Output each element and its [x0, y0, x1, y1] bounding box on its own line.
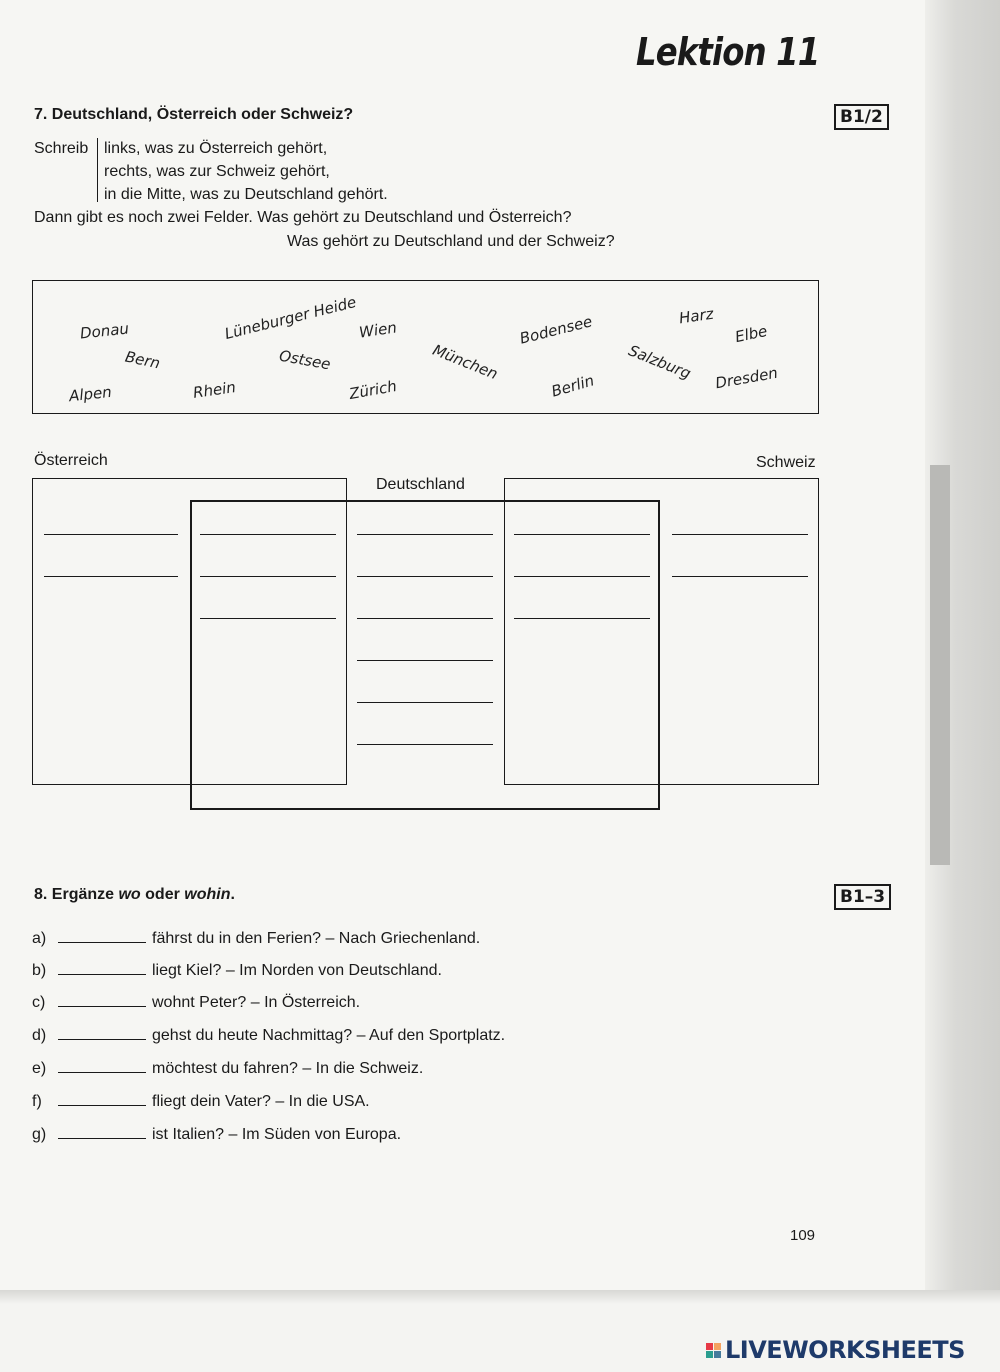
exercise-7-title: 7. Deutschland, Österreich oder Schweiz? — [34, 106, 354, 123]
word-donau[interactable]: Donau — [79, 319, 130, 343]
answer-line-germany-5[interactable] — [357, 702, 493, 703]
exercise-8-title-wohin: wohin — [184, 886, 231, 903]
item-text: ist Italien? – Im Süden von Europa. — [152, 1126, 402, 1143]
item-text: fliegt dein Vater? – In die USA. — [152, 1093, 370, 1110]
label-austria: Österreich — [34, 452, 108, 469]
instruction-line-1: links, was zu Österreich gehört, — [104, 140, 328, 157]
exercise-8-title-prefix: 8. Ergänze — [34, 886, 119, 903]
word-rhein[interactable]: Rhein — [191, 378, 237, 402]
word-harz[interactable]: Harz — [677, 304, 715, 328]
answer-line-germany-2[interactable] — [357, 576, 493, 577]
liveworksheets-logo[interactable] — [706, 1336, 965, 1364]
answer-line-germany-4[interactable] — [357, 660, 493, 661]
answer-line-austria-1[interactable] — [44, 534, 178, 535]
logo-square-teal — [706, 1351, 713, 1358]
answer-line-de-ch-1[interactable] — [514, 534, 650, 535]
exercise-7-badge: B1/2 — [834, 104, 889, 130]
answer-blank[interactable] — [58, 962, 146, 975]
item-text: gehst du heute Nachmittag? – Auf den Sportplatz. — [152, 1027, 506, 1044]
answer-line-austria-2[interactable] — [44, 576, 178, 577]
answer-line-de-at-1[interactable] — [200, 534, 336, 535]
answer-blank[interactable] — [58, 930, 146, 943]
answer-blank[interactable] — [58, 1093, 146, 1106]
answer-line-de-at-2[interactable] — [200, 576, 336, 577]
word-bodensee[interactable]: Bodensee — [517, 312, 595, 348]
exercise-8-title-wo: wo — [118, 886, 141, 903]
answer-line-germany-6[interactable] — [357, 744, 493, 745]
answer-line-de-ch-3[interactable] — [514, 618, 650, 619]
item-text: möchtest du fahren? – In die Schweiz. — [152, 1060, 424, 1077]
exercise-8-title — [34, 886, 235, 904]
word-lueneburger-heide[interactable]: Lüneburger Heide — [222, 292, 359, 344]
answer-line-switzerland-2[interactable] — [672, 576, 808, 577]
exercise-8-item-e — [32, 1060, 423, 1078]
label-germany: Deutschland — [376, 476, 465, 493]
logo-square-orange — [714, 1343, 721, 1350]
word-bern[interactable]: Bern — [123, 347, 162, 373]
liveworksheets-brand: LIVEWORKSHEETS — [725, 1336, 965, 1364]
item-label: e) — [32, 1060, 47, 1077]
answer-line-germany-3[interactable] — [357, 618, 493, 619]
page-bottom-shadow — [0, 1290, 1000, 1304]
word-ostsee[interactable]: Ostsee — [277, 346, 332, 374]
item-label: d) — [32, 1027, 47, 1044]
word-bank — [32, 280, 819, 414]
answer-blank[interactable] — [58, 1027, 146, 1040]
instruction-line-3: in die Mitte, was zu Deutschland gehört. — [104, 186, 388, 203]
exercise-8-badge: B1–3 — [834, 884, 891, 910]
box-germany — [190, 500, 660, 810]
exercise-8-item-g — [32, 1126, 401, 1144]
word-salzburg[interactable]: Salzburg — [626, 341, 694, 383]
item-label: g) — [32, 1126, 47, 1143]
logo-square-red — [706, 1343, 713, 1350]
word-elbe[interactable]: Elbe — [733, 321, 769, 347]
exercise-8-item-b — [32, 962, 442, 980]
item-label: b) — [32, 962, 47, 979]
answer-blank[interactable] — [58, 1126, 146, 1139]
item-text: wohnt Peter? – In Österreich. — [152, 994, 361, 1011]
item-text: liegt Kiel? – Im Norden von Deutschland. — [152, 962, 442, 979]
instruction-prefix: Schreib — [34, 140, 89, 157]
answer-line-de-at-3[interactable] — [200, 618, 336, 619]
answer-blank[interactable] — [58, 994, 146, 1007]
item-label: f) — [32, 1093, 42, 1110]
answer-blank[interactable] — [58, 1060, 146, 1073]
word-dresden[interactable]: Dresden — [713, 363, 780, 393]
item-label: c) — [32, 994, 46, 1011]
exercise-8-item-f — [32, 1093, 370, 1111]
exercise-8-item-c — [32, 994, 360, 1012]
answer-line-germany-1[interactable] — [357, 534, 493, 535]
instruction-extra-1: Dann gibt es noch zwei Felder. Was gehört zu Deutschland und Österreich? — [34, 209, 572, 226]
page-edge-strip — [930, 465, 950, 865]
page-number: 109 — [790, 1227, 816, 1244]
instruction-bracket — [97, 138, 98, 202]
exercise-8-title-suffix: . — [230, 886, 235, 903]
lesson-title: Lektion 11 — [636, 30, 820, 74]
instruction-extra-2: Was gehört zu Deutschland und der Schweiz? — [287, 233, 615, 250]
word-muenchen[interactable]: München — [430, 340, 501, 384]
word-wien[interactable]: Wien — [357, 318, 398, 342]
exercise-8-title-mid: oder — [140, 886, 185, 903]
logo-square-blue — [714, 1351, 721, 1358]
item-text: fährst du in den Ferien? – Nach Griechenland. — [152, 930, 481, 947]
word-berlin[interactable]: Berlin — [549, 371, 597, 401]
answer-line-de-ch-2[interactable] — [514, 576, 650, 577]
label-switzerland: Schweiz — [756, 454, 816, 471]
word-alpen[interactable]: Alpen — [68, 382, 113, 406]
word-zuerich[interactable]: Zürich — [347, 376, 399, 404]
instruction-line-2: rechts, was zur Schweiz gehört, — [104, 163, 330, 180]
liveworksheets-icon — [706, 1343, 721, 1358]
item-label: a) — [32, 930, 47, 947]
exercise-8-item-a — [32, 930, 480, 948]
exercise-8-item-d — [32, 1027, 505, 1045]
answer-line-switzerland-1[interactable] — [672, 534, 808, 535]
